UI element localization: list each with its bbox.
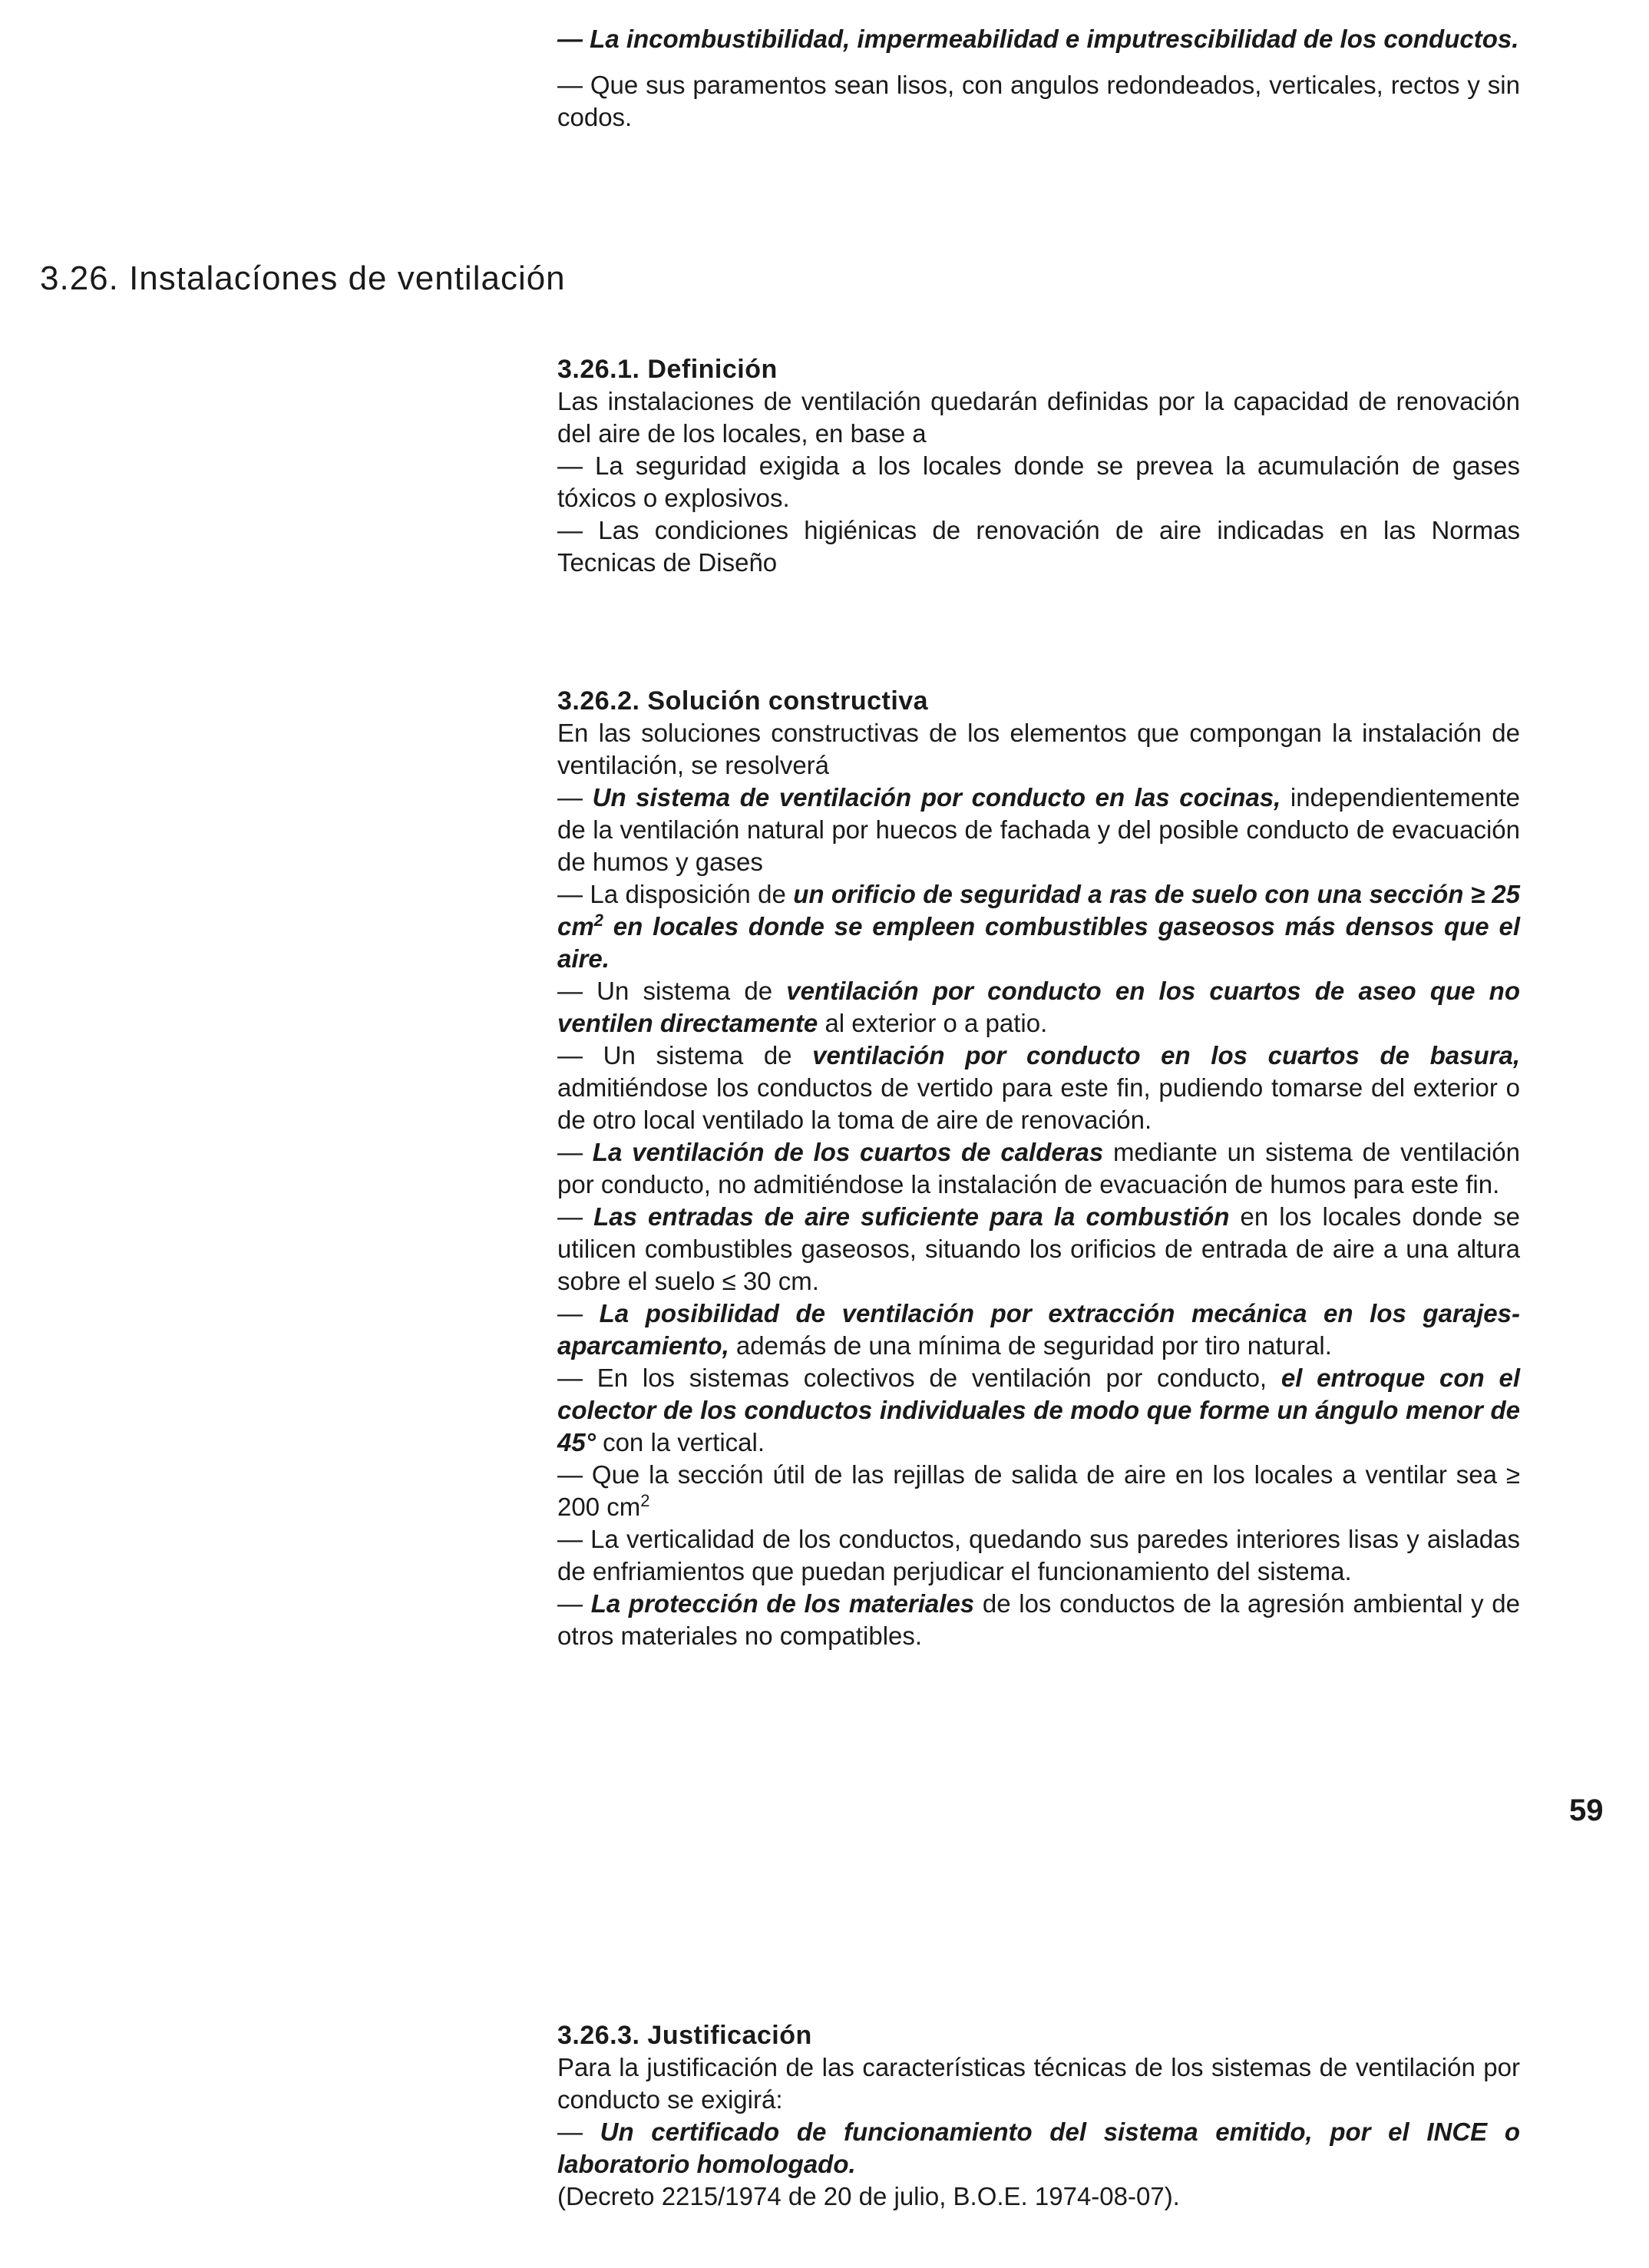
subsection-solucion [557,685,1520,1652]
solucion-item-11: — La protección de los materiales de los conductos de la agresión ambiental y de otros materiales no compatibles. [557,1589,1521,1650]
solucion-item-9: — Que la sección útil de las rejillas de salida de aire en los locales a ventilar sea ≥ 200 $cm^2$ [557,1460,1520,1521]
subsection-heading-justificacion: 3.26.3. Justificación [557,2021,812,2050]
solucion-item-10: — La verticalidad de los conductos, quedando sus paredes interiores lisas y aisladas de enfriamientos que puedan perjudicar el funcionamiento del sistema. [557,1525,1520,1585]
solucion-item-1: — Un sistema de ventilación por conducto en las cocinas, independientemente de la ventilación natural por huecos de fachada y del posible conducto de evacuación de humos y gases [557,783,1521,876]
justificacion-intro: Para la justificación de las características técnicas de los sistemas de ventilación por conducto se exigirá: [557,2053,1520,2114]
solucion-item-6: — Las entradas de aire suficiente para la combustión en los locales donde se utilicen combustibles gaseosos, situando los orificios de entrada de aire a una altura sobre el suelo ≤ 30 cm. [557,1202,1521,1295]
definicion-item-1: — La seguridad exigida a los locales donde se prevea la acumulación de gases tóxicos o explosivos. [557,451,1520,512]
subsection-heading-solucion: 3.26.2. Solución constructiva [557,686,929,716]
subsection-heading-definicion: 3.26.1. Definición [557,355,778,384]
solucion-item-5: — La ventilación de los cuartos de calderas mediante un sistema de ventilación por conducto, no admitiéndose la instalación de evacuación de humos para este fin. [557,1138,1520,1198]
top-item-2: — Que sus paramentos sean lisos, con angulos redondeados, verticales, rectos y sin codos. [557,71,1520,131]
top-item-1: — La incombustibilidad, impermeabilidad e imputrescibilidad de los conductos. [557,25,1519,53]
subsection-justificacion [557,2019,1520,2213]
definicion-item-2: — Las condiciones higiénicas de renovación de aire indicadas en las Normas Tecnicas de Diseño [557,516,1520,577]
solucion-intro: En las soluciones constructivas de los elementos que compongan la instalación de ventilación, se resolverá [557,719,1520,779]
justificacion-reference: (Decreto 2215/1974 de 20 de julio, B.O.E. 1974-08-07). [557,2182,1180,2210]
solucion-item-2: — La disposición de un orificio de seguridad a ras de suelo con una sección ≥ 25 $cm^2$ en locales donde se empleen combustibles gaseosos más densos que el aire. [557,880,1520,973]
section-title: 3.26. Instalacíones de ventilación [40,260,566,297]
solucion-item-4: — Un sistema de ventilación por conducto en los cuartos de basura, admitiéndose los conductos de vertido para este fin, pudiendo tomarse del exterior o de otro local ventilado la toma de aire de renovación. [557,1041,1520,1134]
solucion-item-7: — La posibilidad de ventilación por extracción mecánica en los garajes-aparcamiento, además de una mínima de seguridad por tiro natural. [557,1299,1520,1360]
page-number: 59 [1569,1794,1604,1827]
justificacion-item-1: — Un certificado de funcionamiento del sistema emitido, por el INCE o laboratorio homologado. [557,2118,1520,2178]
top-continuation [557,23,1520,134]
subsection-definicion [557,353,1520,579]
definicion-intro: Las instalaciones de ventilación quedarán definidas por la capacidad de renovación del aire de los locales, en base a [557,387,1520,448]
solucion-item-8: — En los sistemas colectivos de ventilación por conducto, el entroque con el colector de los conductos individuales de modo que forme un ángulo menor de 45° con la vertical. [557,1364,1520,1456]
solucion-item-3: — Un sistema de ventilación por conducto en los cuartos de aseo que no ventilen directamente al exterior o a patio. [557,977,1520,1037]
